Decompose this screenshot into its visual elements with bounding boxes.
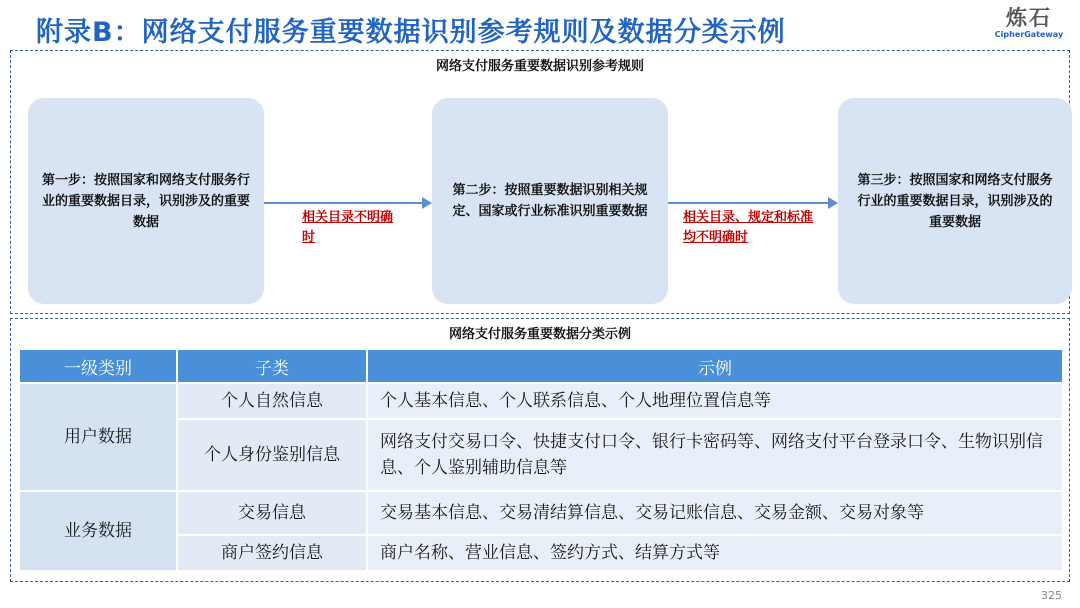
subcategory-cell: 个人身份鉴别信息 <box>177 419 367 491</box>
category-cell: 业务数据 <box>19 491 177 571</box>
step-2-text: 第二步：按照重要数据识别相关规定、国家或行业标准识别重要数据 <box>452 183 648 219</box>
header-example: 示例 <box>367 349 1063 383</box>
brand-logo <box>988 6 1070 40</box>
step-3-text: 第三步：按照国家和网络支付服务行业的重要数据目录，识别涉及的重要数据 <box>857 172 1053 230</box>
step-1-text: 第一步：按照国家和网络支付服务行业的重要数据目录，识别涉及的重要数据 <box>42 172 251 230</box>
category-cell: 用户数据 <box>19 383 177 491</box>
step-3-box <box>838 98 1072 304</box>
condition-2-label: 相关目录、规定和标准均不明确时 <box>683 210 814 245</box>
example-cell: 个人基本信息、个人联系信息、个人地理位置信息等 <box>367 383 1063 419</box>
subcategory-cell: 商户签约信息 <box>177 535 367 571</box>
header-subcategory: 子类 <box>177 349 367 383</box>
page-title: 附录B：网络支付服务重要数据识别参考规则及数据分类示例 <box>36 17 786 48</box>
arrow-right-icon <box>264 202 430 204</box>
classification-section-title: 网络支付服务重要数据分类示例 <box>448 327 631 342</box>
classification-table <box>18 348 1064 572</box>
condition-1-label: 相关目录不明确时 <box>302 210 394 245</box>
logo-subtitle: CipherGateway <box>994 30 1064 39</box>
header-category: 一级类别 <box>19 349 177 383</box>
table-row <box>19 383 1063 419</box>
logo-mark: 炼石 <box>1006 6 1052 30</box>
example-cell: 商户名称、营业信息、签约方式、结算方式等 <box>367 535 1063 571</box>
table-row <box>19 491 1063 535</box>
example-cell: 交易基本信息、交易清结算信息、交易记账信息、交易金额、交易对象等 <box>367 491 1063 535</box>
table-header-row <box>19 349 1063 383</box>
example-cell: 网络支付交易口令、快捷支付口令、银行卡密码等、网络支付平台登录口令、生物识别信息、个人鉴别辅助信息等 <box>367 419 1063 491</box>
step-2-box <box>432 98 668 304</box>
page-number: 325 <box>1041 589 1062 602</box>
subcategory-cell: 交易信息 <box>177 491 367 535</box>
step-1-box <box>28 98 264 304</box>
arrow-right-icon <box>668 202 836 204</box>
rules-section-title: 网络支付服务重要数据识别参考规则 <box>435 59 644 74</box>
subcategory-cell: 个人自然信息 <box>177 383 367 419</box>
